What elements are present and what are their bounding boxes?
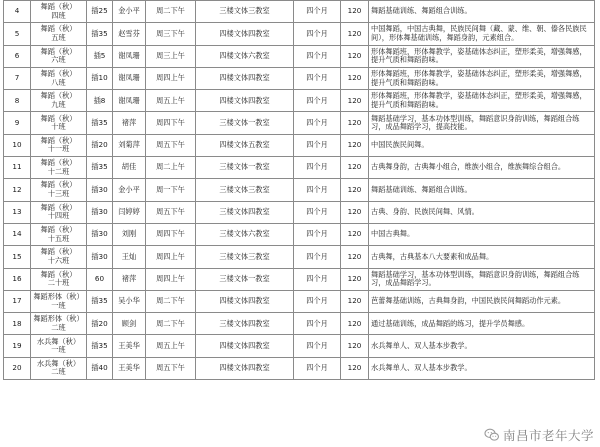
table-row — [4, 179, 595, 201]
wechat-icon — [484, 427, 500, 443]
watermark — [484, 426, 594, 444]
course-fee: 120 — [341, 268, 369, 290]
teacher-name: 吴小华 — [113, 290, 146, 312]
class-time: 周二下午 — [146, 313, 196, 335]
class-name — [31, 179, 87, 201]
course-duration: 四个月 — [294, 335, 341, 357]
class-name-line2: 六班 — [51, 55, 66, 65]
class-name-line2: 十六班 — [47, 255, 70, 265]
course-duration: 四个月 — [294, 1, 341, 23]
class-code: 插35 — [87, 112, 113, 134]
class-code: 插20 — [87, 134, 113, 156]
course-fee: 120 — [341, 313, 369, 335]
course-duration: 四个月 — [294, 90, 341, 112]
row-number: 5 — [4, 23, 31, 45]
row-number: 8 — [4, 90, 31, 112]
course-fee: 120 — [341, 246, 369, 268]
class-name-line1: 水兵舞（秋） — [36, 358, 81, 368]
row-number: 19 — [4, 335, 31, 357]
classroom: 四楼文体四教室 — [196, 90, 294, 112]
class-name — [31, 268, 87, 290]
class-name-line2: 四班 — [51, 10, 66, 20]
course-description: 水兵舞单人、双人基本步教学。 — [369, 335, 595, 357]
course-fee: 120 — [341, 90, 369, 112]
teacher-name: 赵雪芬 — [113, 23, 146, 45]
classroom: 四楼文体四教室 — [196, 357, 294, 379]
table-row — [4, 201, 595, 223]
course-duration: 四个月 — [294, 134, 341, 156]
row-number: 6 — [4, 45, 31, 67]
class-code: 插30 — [87, 246, 113, 268]
course-table — [3, 0, 595, 380]
class-name — [31, 157, 87, 179]
class-time: 周一下午 — [146, 179, 196, 201]
table-row — [4, 112, 595, 134]
teacher-name: 王灿 — [113, 246, 146, 268]
course-description: 舞蹈基础学习，基本功体型训练，舞蹈意识身韵训练，舞蹈组合练习，成品舞蹈学习，提高技能。 — [369, 112, 595, 134]
class-time: 周四上午 — [146, 67, 196, 89]
course-fee: 120 — [341, 67, 369, 89]
row-number: 17 — [4, 290, 31, 312]
teacher-name: 刘刚 — [113, 223, 146, 245]
row-number: 14 — [4, 223, 31, 245]
class-name — [31, 335, 87, 357]
row-number: 13 — [4, 201, 31, 223]
class-name-line1: 舞蹈（秋） — [40, 135, 77, 145]
table-row — [4, 357, 595, 379]
teacher-name: 金小平 — [113, 1, 146, 23]
row-number: 10 — [4, 134, 31, 156]
class-code: 插8 — [87, 90, 113, 112]
class-name — [31, 290, 87, 312]
course-fee: 120 — [341, 23, 369, 45]
course-duration: 四个月 — [294, 67, 341, 89]
course-duration: 四个月 — [294, 45, 341, 67]
class-time: 周五下午 — [146, 201, 196, 223]
class-name-line1: 舞蹈形体（秋） — [33, 314, 84, 324]
course-description: 中国古典舞。 — [369, 223, 595, 245]
watermark-text: 南昌市老年大学 — [502, 428, 594, 443]
class-time: 周二下午 — [146, 290, 196, 312]
row-number: 4 — [4, 1, 31, 23]
class-name — [31, 112, 87, 134]
class-time: 周三上午 — [146, 45, 196, 67]
class-name-line2: 十一班 — [47, 144, 70, 154]
class-name — [31, 67, 87, 89]
teacher-name: 闫婷婷 — [113, 201, 146, 223]
class-name-line1: 舞蹈（秋） — [40, 113, 77, 123]
class-name-line2: 十三班 — [47, 189, 70, 199]
class-name — [31, 45, 87, 67]
course-duration: 四个月 — [294, 290, 341, 312]
class-name-line2: 十二班 — [47, 166, 70, 176]
course-fee: 120 — [341, 335, 369, 357]
teacher-name: 褚萍 — [113, 268, 146, 290]
class-name-line1: 舞蹈形体（秋） — [33, 291, 84, 301]
class-name-line2: 五班 — [51, 32, 66, 42]
class-name-line1: 舞蹈（秋） — [40, 269, 77, 279]
course-duration: 四个月 — [294, 246, 341, 268]
course-description: 形体舞蹈班，形体舞教学，姿基础体态纠正，塑形柔美，增强舞感，提升气质和舞蹈韵味。 — [369, 45, 595, 67]
row-number: 15 — [4, 246, 31, 268]
course-duration: 四个月 — [294, 112, 341, 134]
course-description: 舞蹈基础学习，基本功体型训练，舞蹈意识身韵训练，舞蹈组合练习，成品舞蹈学习。 — [369, 268, 595, 290]
teacher-name: 谢凤珊 — [113, 90, 146, 112]
course-description: 形体舞蹈班，形体舞教学，姿基础体态纠正，塑形柔美，增强舞感，提升气质和舞蹈韵味。 — [369, 67, 595, 89]
course-duration: 四个月 — [294, 179, 341, 201]
class-name-line2: 九班 — [51, 99, 66, 109]
class-code: 插35 — [87, 23, 113, 45]
class-name-line1: 舞蹈（秋） — [40, 202, 77, 212]
course-description: 舞蹈基础训练、舞蹈组合训练。 — [369, 179, 595, 201]
classroom: 三楼文体一教室 — [196, 112, 294, 134]
table-row — [4, 246, 595, 268]
course-description: 芭蕾舞基础训练，古典舞身韵，中国民族民间舞蹈动作元素。 — [369, 290, 595, 312]
class-name — [31, 313, 87, 335]
course-fee: 120 — [341, 45, 369, 67]
row-number: 16 — [4, 268, 31, 290]
class-code: 插35 — [87, 157, 113, 179]
table-row — [4, 45, 595, 67]
class-name-line1: 舞蹈（秋） — [40, 180, 77, 190]
class-code: 插35 — [87, 335, 113, 357]
teacher-name: 顾剑 — [113, 313, 146, 335]
course-duration: 四个月 — [294, 201, 341, 223]
course-duration: 四个月 — [294, 23, 341, 45]
course-fee: 120 — [341, 179, 369, 201]
course-fee: 120 — [341, 290, 369, 312]
class-code: 插30 — [87, 179, 113, 201]
course-fee: 120 — [341, 223, 369, 245]
table-row — [4, 268, 595, 290]
teacher-name: 刘菊萍 — [113, 134, 146, 156]
row-number: 9 — [4, 112, 31, 134]
class-name-line2: 一班 — [51, 345, 66, 355]
class-name-line2: 十五班 — [47, 233, 70, 243]
table-row — [4, 67, 595, 89]
class-name-line1: 舞蹈（秋） — [40, 2, 77, 12]
classroom: 四楼文体六教室 — [196, 45, 294, 67]
class-time: 周五上午 — [146, 90, 196, 112]
class-time: 周五上午 — [146, 335, 196, 357]
course-duration: 四个月 — [294, 357, 341, 379]
classroom: 三楼文体四教室 — [196, 313, 294, 335]
class-name-line1: 舞蹈（秋） — [40, 46, 77, 56]
class-name-line1: 舞蹈（秋） — [40, 225, 77, 235]
classroom: 三楼文体一教室 — [196, 157, 294, 179]
table-row — [4, 335, 595, 357]
class-name-line1: 舞蹈（秋） — [40, 158, 77, 168]
class-code: 插5 — [87, 45, 113, 67]
course-description: 舞蹈基础训练、舞蹈组合训练。 — [369, 1, 595, 23]
class-time: 周五下午 — [146, 357, 196, 379]
class-code: 插25 — [87, 1, 113, 23]
class-name-line2: 十班 — [51, 122, 66, 132]
class-name — [31, 357, 87, 379]
teacher-name: 谢凤珊 — [113, 45, 146, 67]
class-code: 插20 — [87, 313, 113, 335]
course-duration: 四个月 — [294, 157, 341, 179]
class-name-line2: 一班 — [51, 300, 66, 310]
class-name-line1: 舞蹈（秋） — [40, 247, 77, 257]
table-row — [4, 90, 595, 112]
course-fee: 120 — [341, 201, 369, 223]
course-fee: 120 — [341, 157, 369, 179]
course-table-body — [4, 1, 595, 380]
classroom: 四楼文体四教室 — [196, 335, 294, 357]
class-name — [31, 134, 87, 156]
classroom: 三楼文体三教室 — [196, 179, 294, 201]
class-name-line2: 二十班 — [47, 278, 70, 288]
class-code: 插30 — [87, 223, 113, 245]
teacher-name: 王美华 — [113, 335, 146, 357]
table-row — [4, 290, 595, 312]
table-row — [4, 223, 595, 245]
class-code: 60 — [87, 268, 113, 290]
teacher-name: 王美华 — [113, 357, 146, 379]
class-name-line1: 水兵舞（秋） — [36, 336, 81, 346]
class-name-line1: 舞蹈（秋） — [40, 91, 77, 101]
course-description: 形体舞蹈班，形体舞教学，姿基础体态纠正，塑形柔美，增强舞感，提升气质和舞蹈韵味。 — [369, 90, 595, 112]
table-row — [4, 313, 595, 335]
class-name-line1: 舞蹈（秋） — [40, 68, 77, 78]
course-description: 古典舞，古典基本八大要素和成品舞。 — [369, 246, 595, 268]
class-time: 周四下午 — [146, 223, 196, 245]
teacher-name: 胡佳 — [113, 157, 146, 179]
class-name-line2: 二班 — [51, 367, 66, 377]
class-name — [31, 246, 87, 268]
classroom: 四楼文体五教室 — [196, 134, 294, 156]
course-duration: 四个月 — [294, 313, 341, 335]
table-row — [4, 157, 595, 179]
classroom: 三楼文体六教室 — [196, 223, 294, 245]
class-time: 周四上午 — [146, 268, 196, 290]
class-name — [31, 1, 87, 23]
class-name — [31, 201, 87, 223]
course-description: 古典舞身韵，古典舞小组合，维族小组合，维族舞综合组合。 — [369, 157, 595, 179]
class-name — [31, 90, 87, 112]
teacher-name: 金小平 — [113, 179, 146, 201]
course-description: 中国民族民间舞。 — [369, 134, 595, 156]
course-duration: 四个月 — [294, 223, 341, 245]
class-code: 插40 — [87, 357, 113, 379]
row-number: 7 — [4, 67, 31, 89]
course-fee: 120 — [341, 1, 369, 23]
course-duration: 四个月 — [294, 268, 341, 290]
course-description: 水兵舞单人、双人基本步教学。 — [369, 357, 595, 379]
classroom: 三楼文体三教室 — [196, 246, 294, 268]
row-number: 18 — [4, 313, 31, 335]
course-fee: 120 — [341, 357, 369, 379]
classroom: 四楼文体四教室 — [196, 290, 294, 312]
row-number: 11 — [4, 157, 31, 179]
class-name-line1: 舞蹈（秋） — [40, 24, 77, 34]
classroom: 四楼文体四教室 — [196, 23, 294, 45]
class-code: 插10 — [87, 67, 113, 89]
class-time: 周二下午 — [146, 1, 196, 23]
class-time: 周二上午 — [146, 157, 196, 179]
teacher-name: 褚萍 — [113, 112, 146, 134]
course-description: 通过基础训练，成品舞蹈的练习，提升学员舞感。 — [369, 313, 595, 335]
class-time: 周四下午 — [146, 112, 196, 134]
classroom: 三楼文体一教室 — [196, 268, 294, 290]
course-description: 中国舞蹈，中国古典舞，民族民间舞（藏、蒙、维、朝、傣各民族民间），形体舞基础训练，舞蹈身韵，元素组合。 — [369, 23, 595, 45]
class-name-line2: 十四班 — [47, 211, 70, 221]
classroom: 四楼文体四教室 — [196, 67, 294, 89]
table-row — [4, 23, 595, 45]
table-row — [4, 1, 595, 23]
class-time: 周四上午 — [146, 246, 196, 268]
classroom: 三楼文体三教室 — [196, 1, 294, 23]
row-number: 12 — [4, 179, 31, 201]
course-fee: 120 — [341, 134, 369, 156]
class-time: 周三下午 — [146, 23, 196, 45]
classroom: 三楼文体四教室 — [196, 201, 294, 223]
class-name-line2: 二班 — [51, 322, 66, 332]
course-description: 古典、身韵、民族民间舞、风情。 — [369, 201, 595, 223]
teacher-name: 谢凤珊 — [113, 67, 146, 89]
class-code: 插35 — [87, 290, 113, 312]
table-row — [4, 134, 595, 156]
class-time: 周五下午 — [146, 134, 196, 156]
class-code: 插30 — [87, 201, 113, 223]
class-name — [31, 223, 87, 245]
row-number: 20 — [4, 357, 31, 379]
course-fee: 120 — [341, 112, 369, 134]
class-name — [31, 23, 87, 45]
class-name-line2: 八班 — [51, 77, 66, 87]
